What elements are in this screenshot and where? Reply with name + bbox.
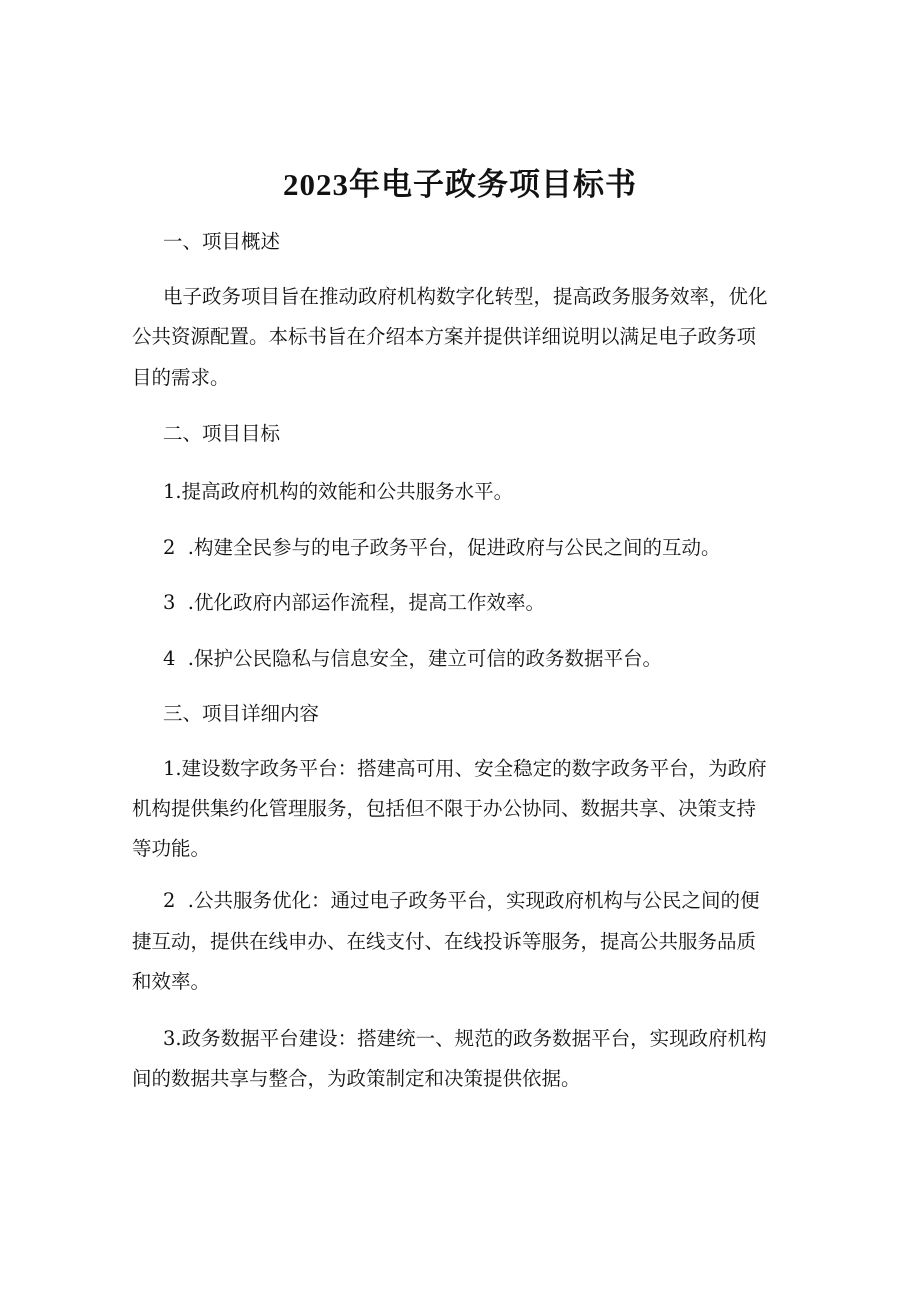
detail-item-1-line: 机构提供集约化管理服务，包括但不限于办公协同、数据共享、决策支持	[132, 797, 757, 820]
goal-item-2: 2 .构建全民参与的电子政务平台，促进政府与公民之间的互动。	[163, 536, 721, 559]
paragraph-line: 电子政务项目旨在推动政府机构数字化转型，提高政务服务效率，优化	[163, 285, 768, 308]
goal-item-4: 4 .保护公民隐私与信息安全，建立可信的政务数据平台。	[163, 647, 663, 670]
detail-item-2-line: 捷互动，提供在线申办、在线支付、在线投诉等服务，提高公共服务品质	[132, 930, 757, 953]
goal-item-3: 3 .优化政府内部运作流程，提高工作效率。	[163, 591, 546, 614]
goal-item-1: 1.提高政府机构的效能和公共服务水平。	[163, 480, 514, 503]
detail-item-2-line: 2 .公共服务优化：通过电子政务平台，实现政府机构与公民之间的便	[163, 889, 760, 912]
detail-item-3-line: 间的数据共享与整合，为政策制定和决策提供依据。	[132, 1067, 581, 1090]
detail-item-1-line: 等功能。	[132, 837, 211, 860]
detail-item-1-line: 1.建设数字政务平台：搭建高可用、安全稳定的数字政务平台，为政府	[163, 757, 767, 780]
paragraph-line: 目的需求。	[132, 366, 230, 389]
detail-item-3-line: 3.政务数据平台建设：搭建统一、规范的政务数据平台，实现政府机构	[163, 1027, 767, 1050]
section-heading-goals: 二、项目目标	[163, 422, 281, 445]
detail-item-2-line: 和效率。	[132, 970, 211, 993]
title-year: 2023	[283, 167, 349, 202]
section-heading-overview: 一、项目概述	[163, 230, 281, 253]
title-text: 年电子政务项目标书	[349, 167, 637, 203]
paragraph-line: 公共资源配置。本标书旨在介绍本方案并提供详细说明以满足电子政务项	[132, 325, 757, 348]
document-title	[0, 163, 920, 207]
section-heading-details: 三、项目详细内容	[163, 702, 320, 725]
